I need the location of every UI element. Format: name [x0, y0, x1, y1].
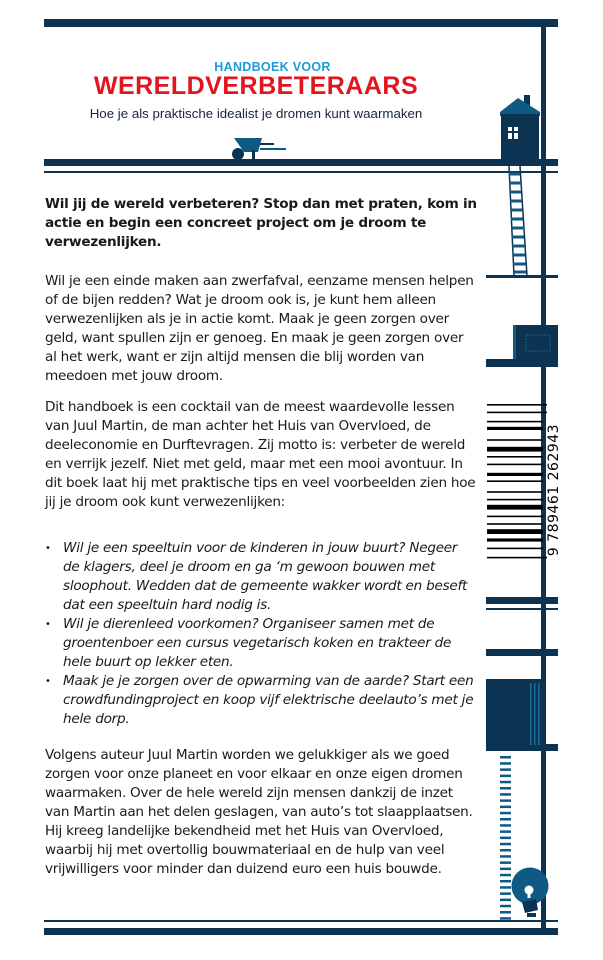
- barcode-bar: [487, 456, 543, 458]
- ladder-rung: [500, 799, 511, 802]
- shelf-line: [486, 608, 558, 610]
- shelf-beam-2: [486, 649, 558, 656]
- ladder-rung: [500, 843, 511, 846]
- ladder-rung: [500, 775, 511, 778]
- ladder-rung: [500, 812, 511, 815]
- barcode-bar: [487, 529, 543, 534]
- ladder-rung: [500, 756, 511, 759]
- kicker: HANDBOEK VOOR: [214, 60, 331, 74]
- top-beam: [44, 19, 558, 27]
- book-title: WERELDVERBETERAARS: [93, 72, 419, 100]
- ladder-rung: [500, 806, 511, 809]
- ladder-rung: [500, 793, 511, 796]
- ladder-rung: [500, 787, 511, 790]
- paragraph-3: Volgens auteur Juul Martin worden we gelukkiger als we goed zorgen voor onze planeet en voor elkaar en onze eigen dromen waarmaken. Over de hele wereld zijn mensen dankzij de inzet van Martin aan het delen geslagen, van auto’s tot slaapplaatsen. Hij kreeg landelijke bekendheid met het Huis van Overvloed, waarbij hij met overtollig bouwmateriaal en de hulp van veel vrijwilligers voor minder dan duizend euro een huis bouwde.: [45, 747, 473, 877]
- barcode: [487, 404, 547, 572]
- barcode-bar: [487, 439, 543, 441]
- ladder-rung: [500, 830, 511, 833]
- ladder-rung: [500, 824, 511, 827]
- barcode-bar: [487, 538, 543, 541]
- ladder-rung: [500, 837, 511, 840]
- barcode-bar: [487, 480, 543, 482]
- barcode-bar: [487, 523, 543, 525]
- barcode-bar: [487, 464, 543, 466]
- list-item: • Wil je dierenleed voorkomen? Organiseer samen met de groentenboer een cursus vegetarisch koken en trakteer de hele buurt op lekker eten.: [45, 615, 477, 672]
- lightbulb-icon: [510, 866, 552, 922]
- ladder-rung: [500, 849, 511, 852]
- house-icon: [498, 94, 560, 162]
- floor-line: [44, 171, 558, 173]
- bottom-line: [44, 920, 558, 922]
- barcode-bar: [487, 473, 543, 476]
- barcode-bar: [487, 491, 543, 493]
- paragraph-1: Wil je een einde maken aan zwerfafval, eenzame mensen helpen of de bijen redden? Wat je droom ook is, je kunt hem alleen verwezenlijken als je in actie komt. Maak je geen zorgen over geld, want spullen zijn er genoeg. En maak je geen zorgen over al het werk, want er zijn altijd mensen die blij worden van meedoen met jouw droom.: [45, 273, 474, 384]
- box-icon: [486, 325, 558, 367]
- barcode-bar: [487, 427, 543, 430]
- isbn-number: [546, 404, 562, 576]
- cabinet-icon: [486, 679, 558, 751]
- list-item: • Wil je een speeltuin voor de kinderen in jouw buurt? Negeer de klagers, deel je droom en ga ‘m gewoon bouwen met sloophout. Wedden dat de gemeente wakker wordt en beseft dat een speeltuin hard nodig is.: [45, 539, 477, 615]
- book-subtitle: Hoe je als praktische idealist je dromen kunt waarmaken: [89, 106, 423, 121]
- ladder-rung: [500, 762, 511, 765]
- shelf-beam: [486, 597, 558, 604]
- shelf: [486, 275, 558, 278]
- ladder-rung: [500, 818, 511, 821]
- ladder-rung: [500, 768, 511, 771]
- barcode-bar: [487, 447, 543, 452]
- ladder-rung: [500, 861, 511, 864]
- example-list: [45, 539, 477, 729]
- barcode-bar: [487, 557, 547, 559]
- barcode-bar: [487, 421, 543, 423]
- floor-beam: [44, 159, 558, 166]
- barcode-bar: [487, 516, 543, 518]
- barcode-bar: [487, 412, 547, 414]
- ladder-rung: [500, 781, 511, 784]
- barcode-bar: [487, 548, 543, 550]
- barcode-bar: [487, 404, 547, 406]
- isbn-text: 9 789461 262943: [546, 423, 562, 557]
- ladder-icon: [500, 166, 540, 278]
- list-item: • Maak je je zorgen over de opwarming van de aarde? Start een crowdfundingproject en koop vijf elektrische deelauto’s met je hele dorp.: [45, 672, 477, 729]
- ladder-rung: [500, 855, 511, 858]
- barcode-bar: [487, 499, 543, 501]
- wheelbarrow-icon: [228, 136, 298, 162]
- bottom-beam: [44, 928, 558, 935]
- barcode-bar: [487, 505, 543, 510]
- paragraph-2: Dit handboek is een cocktail van de meest waardevolle lessen van Juul Martin, de man achter het Huis van Overvloed, de deeleconomie en Durftevragen. Zij motto is: verbeter de wereld en verrijk jezelf. Niet met geld, maar met een mooi avontuur. In dit boek laat hij met praktische tips en veel voorbeelden zien hoe jij je droom ook kunt verwezenlijken:: [45, 399, 476, 510]
- intro-paragraph: Wil jij de wereld verbeteren? Stop dan met praten, kom in actie en begin een concreet project om je droom te verwezenlijken.: [45, 196, 477, 250]
